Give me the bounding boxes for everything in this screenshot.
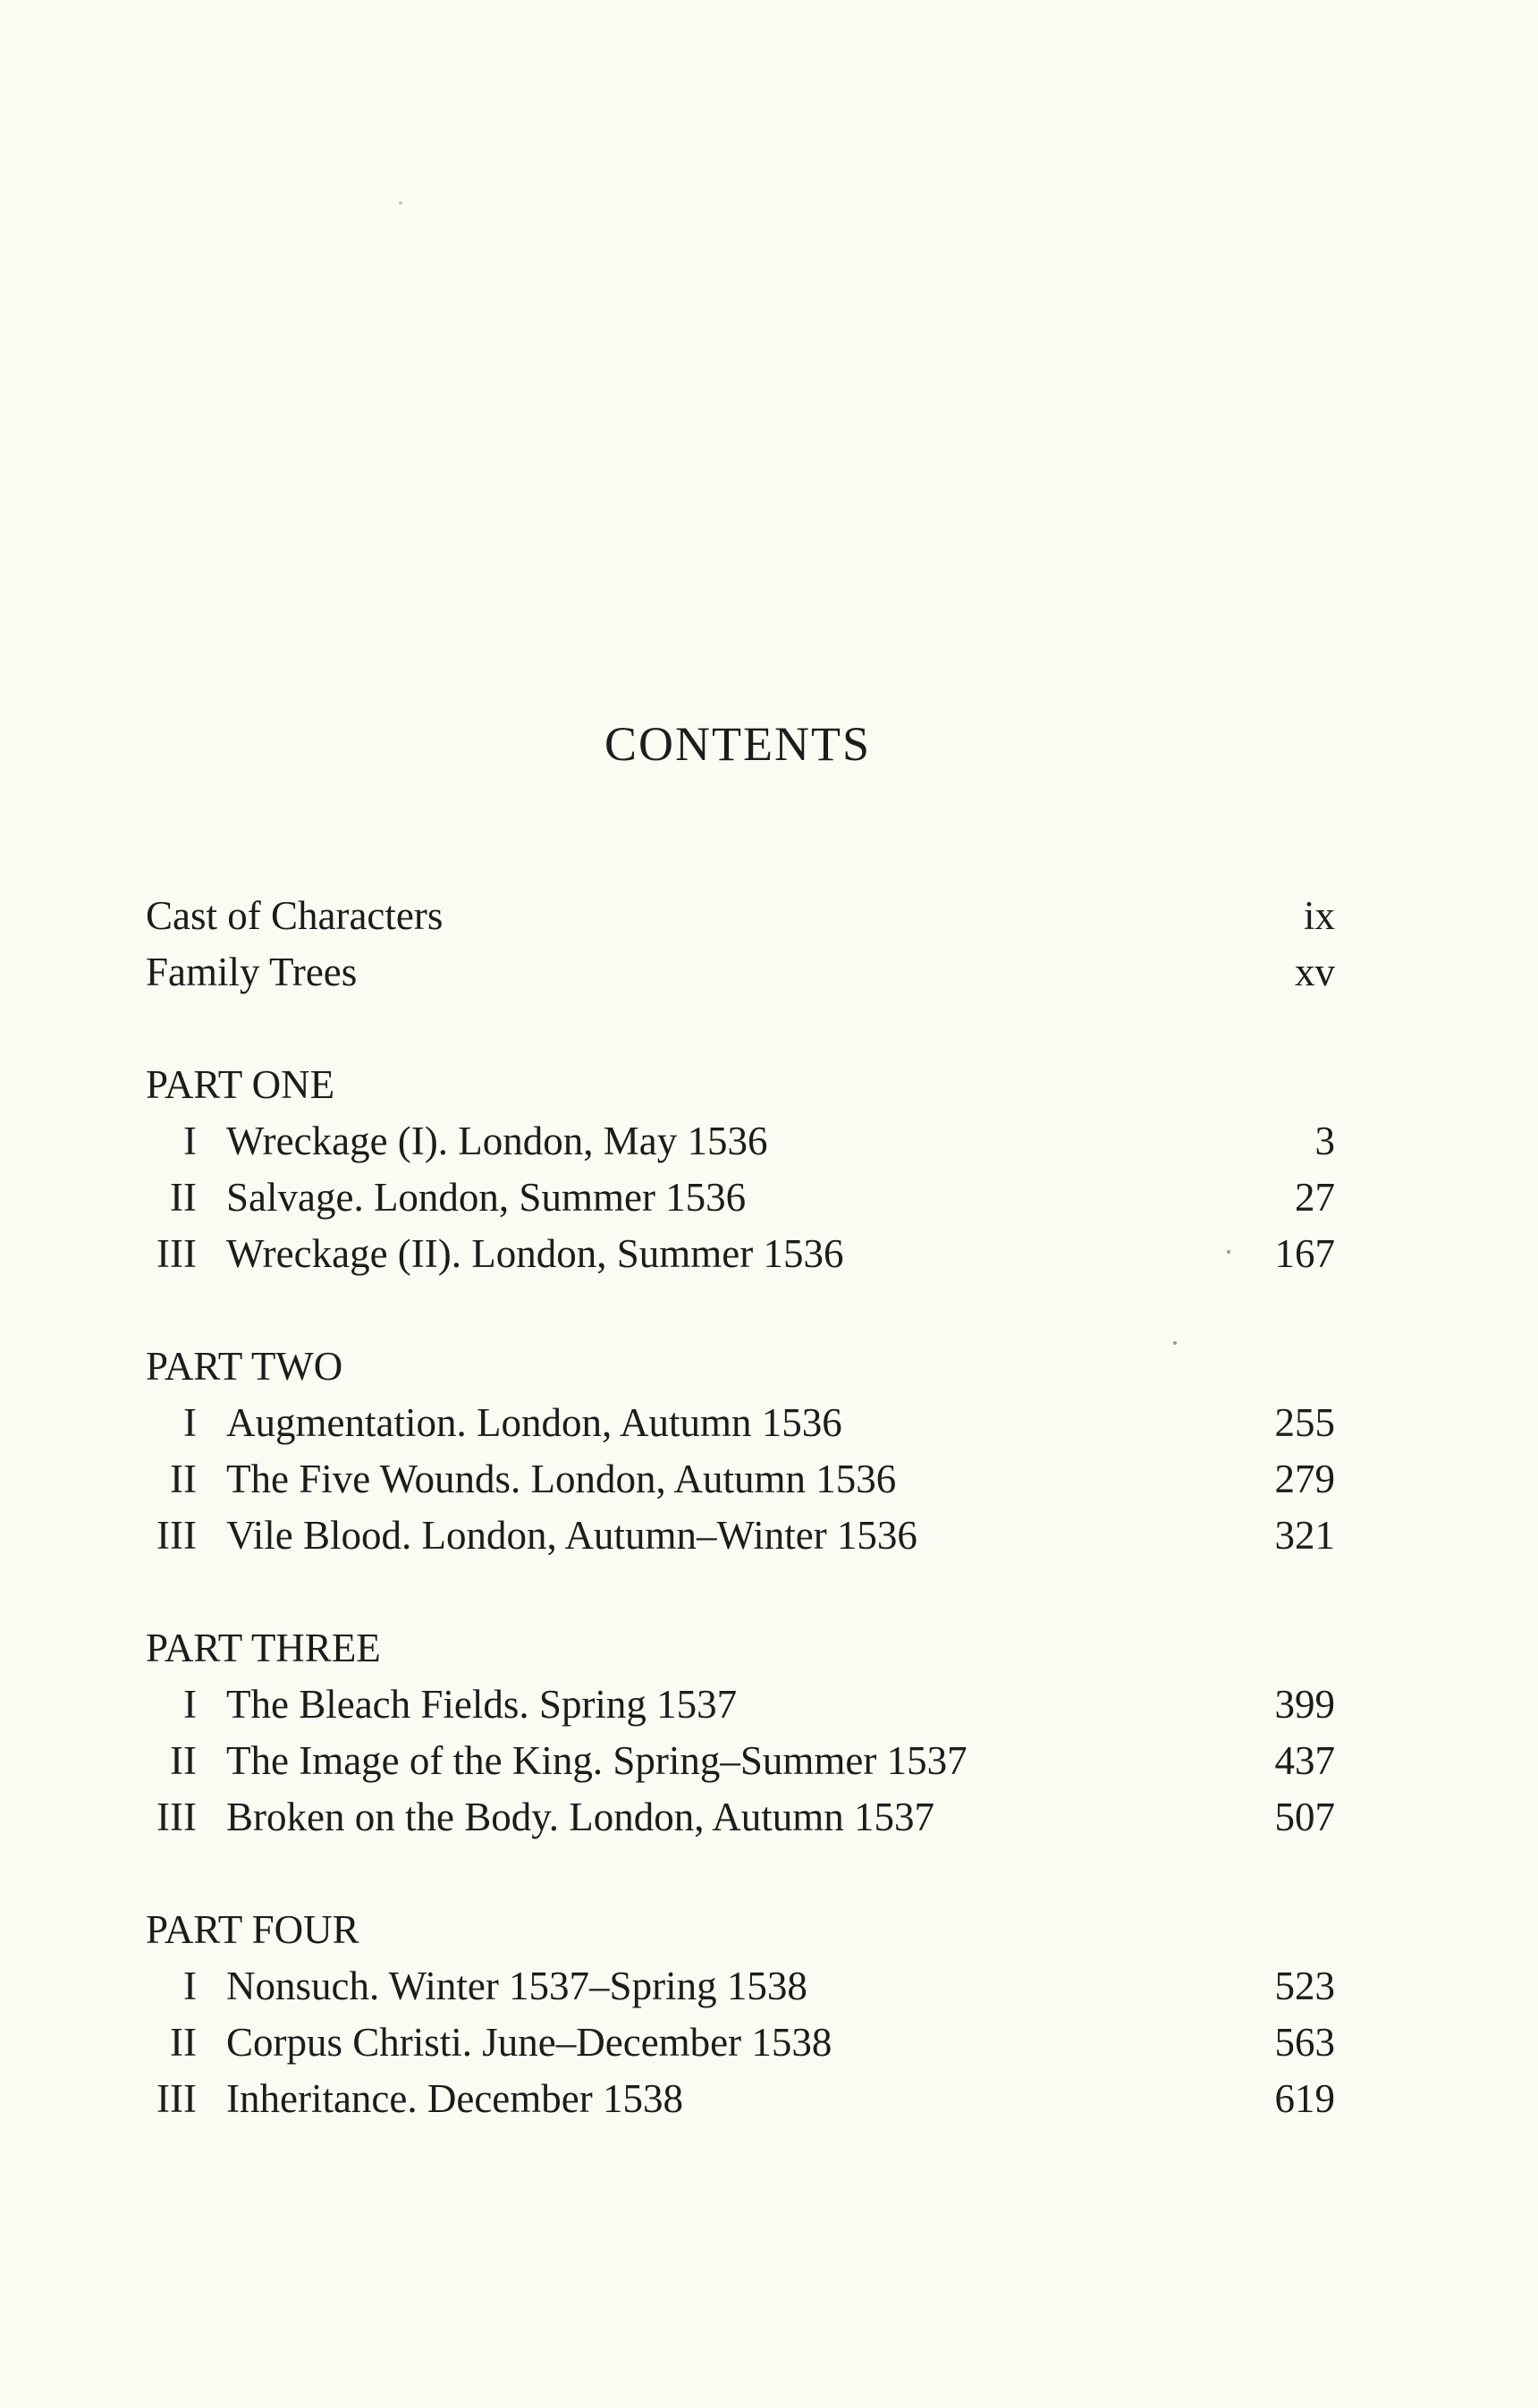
chapter-title: Inheritance. December 1538 — [226, 2076, 683, 2121]
part-heading-two: PART TWO — [146, 1344, 343, 1389]
chapter-page-number: 437 — [1274, 1738, 1335, 1783]
toc-chapter-entry — [146, 1789, 1335, 1846]
chapter-page-number: 255 — [1274, 1400, 1335, 1445]
toc-chapter-entry — [146, 1395, 1335, 1451]
chapter-title: Wreckage (I). London, May 1536 — [226, 1119, 768, 1163]
chapter-numeral: II — [170, 2020, 197, 2065]
entry-label: Cast of Characters — [146, 893, 444, 938]
toc-chapter-entry — [146, 1677, 1335, 1733]
chapter-title: Nonsuch. Winter 1537–Spring 1538 — [226, 1964, 807, 2008]
page-title: CONTENTS — [604, 717, 871, 771]
toc-chapter-entry — [146, 1958, 1335, 2015]
chapter-numeral: I — [183, 1400, 197, 1445]
toc-chapter-entry — [146, 1733, 1335, 1789]
part-heading-three: PART THREE — [146, 1626, 381, 1670]
part-heading-four: PART FOUR — [146, 1907, 359, 1952]
toc-chapter-entry — [146, 1113, 1335, 1170]
chapter-page-number: 399 — [1274, 1682, 1335, 1727]
toc-chapter-entry — [146, 1226, 1335, 1282]
chapter-page-number: 321 — [1274, 1513, 1335, 1558]
chapter-title: The Bleach Fields. Spring 1537 — [226, 1682, 738, 1727]
chapter-page-number: 3 — [1314, 1119, 1335, 1163]
chapter-title: Salvage. London, Summer 1536 — [226, 1175, 747, 1220]
paper-speck — [1227, 1250, 1230, 1254]
toc-chapter-entry — [146, 1508, 1335, 1564]
toc-entry-family-trees — [146, 944, 1335, 1001]
toc-chapter-entry — [146, 2015, 1335, 2071]
chapter-numeral: III — [156, 1513, 197, 1558]
chapter-page-number: 27 — [1295, 1175, 1335, 1220]
toc-chapter-entry — [146, 1170, 1335, 1226]
chapter-title: The Image of the King. Spring–Summer 1537 — [226, 1738, 968, 1783]
chapter-numeral: III — [156, 1795, 197, 1839]
toc-chapter-entry — [146, 2071, 1335, 2127]
paper-speck — [399, 201, 402, 205]
entry-page-number: xv — [1295, 950, 1335, 994]
chapter-title: Augmentation. London, Autumn 1536 — [226, 1400, 842, 1445]
chapter-page-number: 167 — [1274, 1231, 1335, 1276]
chapter-title: The Five Wounds. London, Autumn 1536 — [226, 1457, 897, 1501]
chapter-page-number: 507 — [1274, 1795, 1335, 1839]
chapter-page-number: 523 — [1274, 1964, 1335, 2008]
entry-page-number: ix — [1303, 893, 1335, 938]
chapter-page-number: 563 — [1274, 2020, 1335, 2065]
chapter-numeral: II — [170, 1175, 197, 1220]
chapter-numeral: I — [183, 1119, 197, 1163]
table-of-contents — [146, 888, 1335, 2127]
paper-speck — [1173, 1341, 1177, 1345]
toc-chapter-entry — [146, 1451, 1335, 1508]
chapter-numeral: I — [183, 1964, 197, 2008]
part-heading-one: PART ONE — [146, 1062, 335, 1107]
chapter-title: Corpus Christi. June–December 1538 — [226, 2020, 832, 2065]
chapter-numeral: III — [156, 2076, 197, 2121]
chapter-page-number: 619 — [1274, 2076, 1335, 2121]
chapter-numeral: III — [156, 1231, 197, 1276]
chapter-page-number: 279 — [1274, 1457, 1335, 1501]
toc-entry-cast-of-characters — [146, 888, 1335, 944]
chapter-numeral: I — [183, 1682, 197, 1727]
chapter-title: Broken on the Body. London, Autumn 1537 — [226, 1795, 935, 1839]
entry-label: Family Trees — [146, 950, 358, 994]
chapter-numeral: II — [170, 1738, 197, 1783]
chapter-title: Wreckage (II). London, Summer 1536 — [226, 1231, 844, 1276]
chapter-title: Vile Blood. London, Autumn–Winter 1536 — [226, 1513, 917, 1558]
chapter-numeral: II — [170, 1457, 197, 1501]
